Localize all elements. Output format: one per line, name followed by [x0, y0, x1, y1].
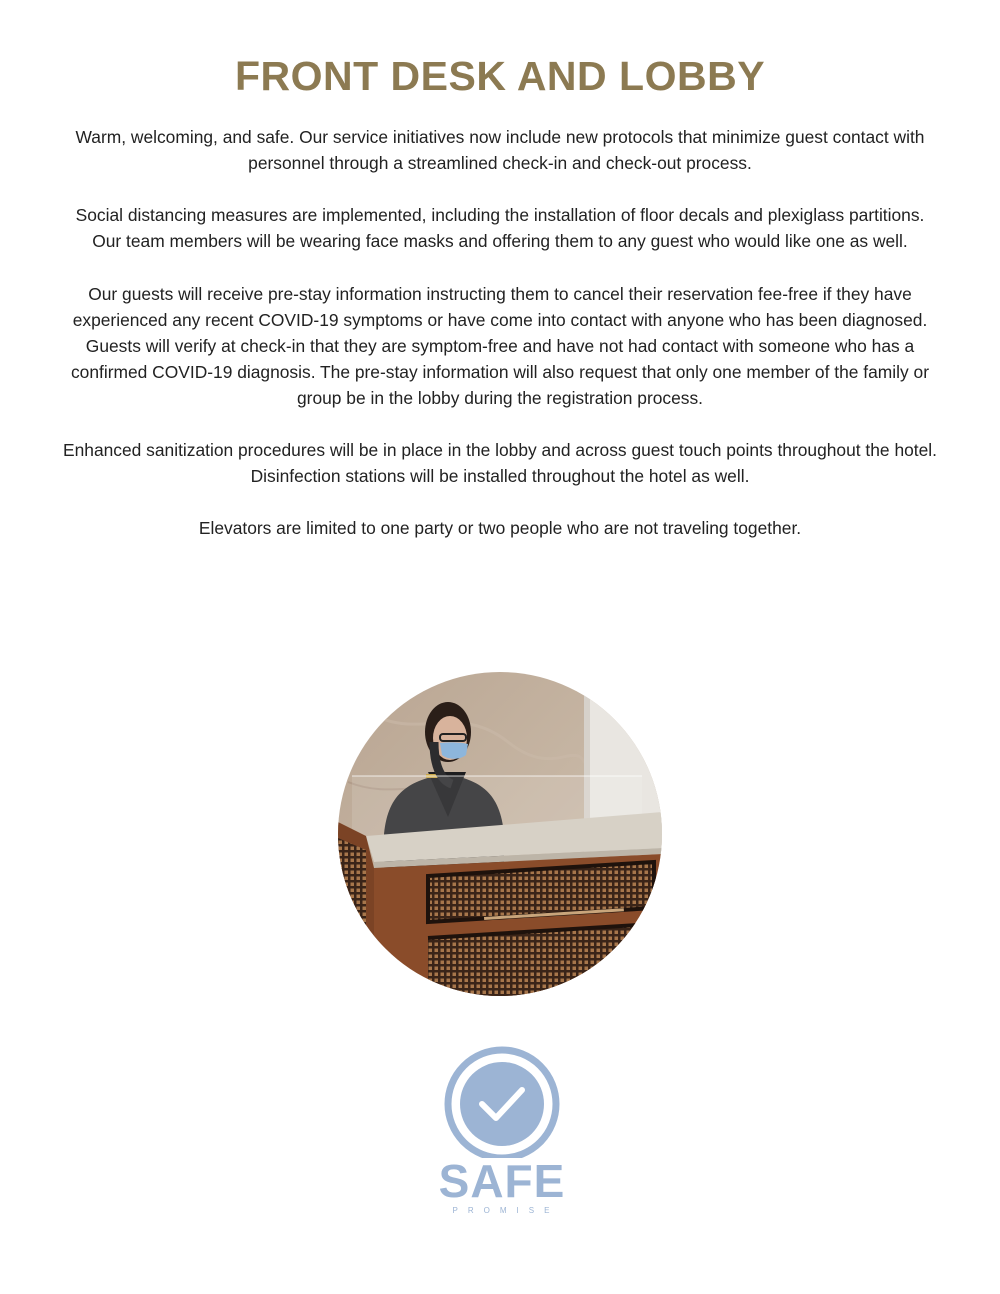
- paragraph-elevators: Elevators are limited to one party or two people who are not traveling together.: [198, 518, 802, 539]
- paragraph-intro: Warm, welcoming, and safe. Our service initiatives now include new protocols that minimize guest contact with personnel through a streamlined check-in and check-out process.: [75, 127, 925, 174]
- logo-subword: PROMISE: [452, 1206, 560, 1215]
- paragraph-social-distancing: Social distancing measures are implemented, including the installation of floor decals and plexiglass partitions. Our team members will be wearing face masks and offering them to any guest who would like one as well.: [75, 205, 925, 252]
- safe-promise-logo: [430, 1046, 574, 1222]
- paragraph-sanitization: Enhanced sanitization procedures will be in place in the lobby and across guest touch points throughout the hotel. Disinfection stations will be installed throughout the hotel as well.: [63, 440, 937, 487]
- logo-word: SAFE: [438, 1155, 566, 1207]
- page-title: FRONT DESK AND LOBBY: [234, 53, 766, 99]
- check-circle-icon: [430, 1046, 574, 1158]
- paragraph-pre-stay: Our guests will receive pre-stay information instructing them to cancel their reservation fee-free if they have experienced any recent COVID-19 symptoms or have come into contact with anyone who has been diagnosed. Guests will verify at check-in that they are symptom-free and have not had contact with someone who has a confirmed COVID-19 diagnosis. The pre-stay information will also request that only one member of the family or group be in the lobby during the registration process.: [70, 283, 929, 408]
- front-desk-photo: [338, 672, 662, 996]
- body-text: [60, 124, 940, 568]
